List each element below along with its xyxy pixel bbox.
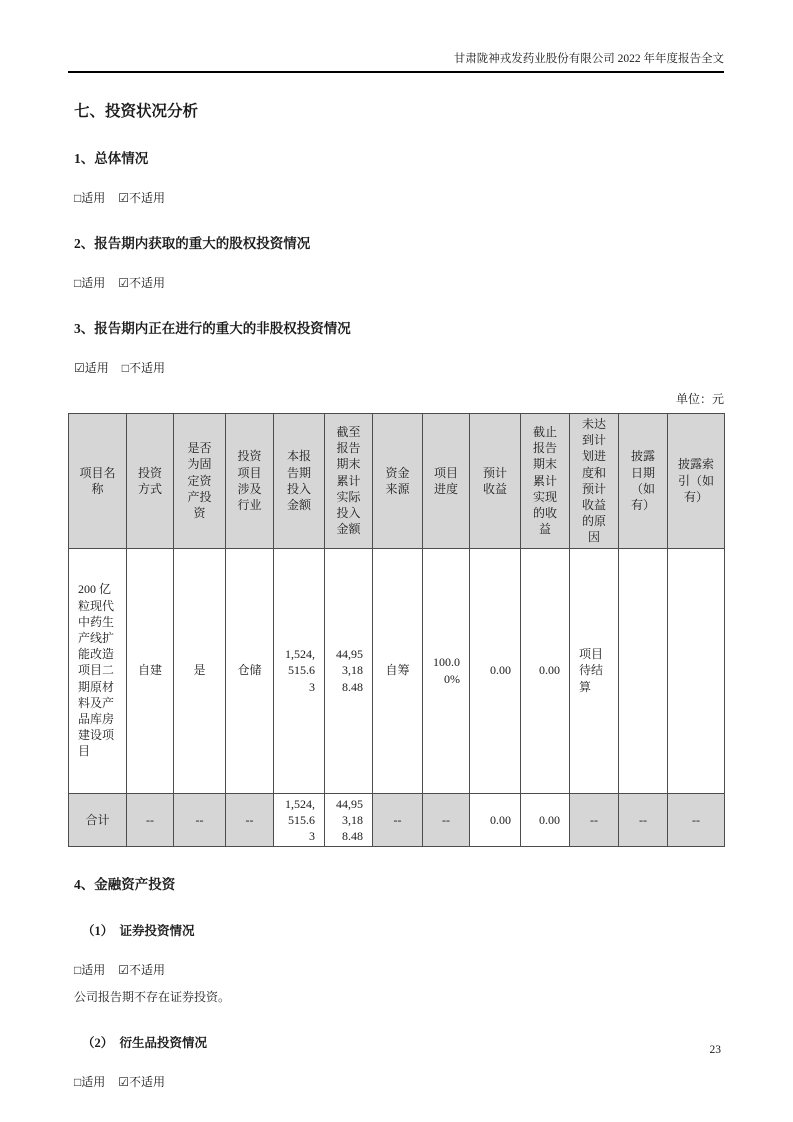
table-header-cell: 项目名称 — [69, 414, 127, 549]
table-header-cell: 投资项目涉及行业 — [226, 414, 274, 549]
subsection-number: （1） — [82, 924, 114, 939]
subsection-title-equity-investment: 2、报告期内获取的重大的股权投资情况 — [74, 236, 311, 251]
subsection-title-securities-investment — [82, 921, 724, 939]
total-cell: -- — [570, 793, 619, 847]
total-cell: -- — [668, 793, 725, 847]
total-cell: -- — [373, 793, 423, 847]
table-header-cell: 是否为固定资产投资 — [174, 414, 226, 549]
cell-realized-return: 0.00 — [521, 548, 570, 793]
applicability-line-s1 — [74, 189, 724, 206]
subsection-number: （2） — [82, 1036, 114, 1051]
table-header-cell: 披露索引（如有） — [668, 414, 725, 549]
page-number: 23 — [709, 1044, 721, 1056]
table-unit-label: 单位：元 — [675, 392, 724, 406]
table-header-row — [69, 414, 725, 549]
total-label-cell: 合计 — [69, 793, 127, 847]
total-cell: -- — [619, 793, 668, 847]
subsection-label: 衍生品投资情况 — [119, 1036, 208, 1051]
cell-fund-source: 自筹 — [373, 548, 423, 793]
checkbox-applicable-checked: ☑适用 — [74, 361, 109, 375]
table-data-row — [69, 548, 725, 793]
total-cumulative-investment: 44,953,188.48 — [325, 793, 373, 847]
cell-expected-return: 0.00 — [470, 548, 521, 793]
checkbox-not-applicable-checked: ☑不适用 — [118, 276, 166, 290]
cell-reason: 项目待结算 — [570, 548, 619, 793]
document-header-title: 甘肃陇神戎发药业股份有限公司 2022 年年度报告全文 — [453, 53, 724, 65]
total-realized-return: 0.00 — [521, 793, 570, 847]
table-header-cell: 披露日期（如有） — [619, 414, 668, 549]
total-cell: -- — [226, 793, 274, 847]
total-cell: -- — [127, 793, 174, 847]
subsection-title-derivatives-investment — [82, 1033, 724, 1051]
checkbox-not-applicable-checked: ☑不适用 — [118, 963, 166, 978]
table-header-cell: 项目进度 — [423, 414, 470, 549]
table-header-cell: 资金来源 — [373, 414, 423, 549]
table-header-cell: 本报告期投入金额 — [274, 414, 325, 549]
document-header — [68, 0, 724, 73]
total-period-investment: 1,524,515.63 — [274, 793, 325, 847]
investment-table — [68, 413, 725, 847]
cell-period-investment: 1,524,515.63 — [274, 548, 325, 793]
total-cell: -- — [423, 793, 470, 847]
cell-project-name: 200 亿粒现代中药生产线扩能改造项目二期原材料及产品库房建设项目 — [69, 548, 127, 793]
cell-investment-method: 自建 — [127, 548, 174, 793]
table-header-cell: 截至报告期末累计实际投入金额 — [325, 414, 373, 549]
securities-note: 公司报告期不存在证券投资。 — [74, 990, 231, 1005]
cell-cumulative-investment: 44,953,188.48 — [325, 548, 373, 793]
cell-fixed-asset: 是 — [174, 548, 226, 793]
cell-disclosure-date — [619, 548, 668, 793]
section-title-investment-analysis: 七、投资状况分析 — [74, 103, 199, 120]
checkbox-applicable-unchecked: □适用 — [74, 191, 106, 205]
applicability-line-s4-2 — [74, 1073, 724, 1090]
checkbox-applicable-unchecked: □适用 — [74, 963, 106, 978]
applicability-line-s4-1 — [74, 961, 724, 978]
table-header-cell: 未达到计划进度和预计收益的原因 — [570, 414, 619, 549]
subsection-title-non-equity-investment: 3、报告期内正在进行的重大的非股权投资情况 — [74, 321, 351, 336]
table-header-cell: 投资方式 — [127, 414, 174, 549]
subsection-label: 证券投资情况 — [119, 924, 195, 939]
total-cell: -- — [174, 793, 226, 847]
table-header-cell: 预计收益 — [470, 414, 521, 549]
applicability-line-s3 — [74, 359, 724, 376]
checkbox-not-applicable-checked: ☑不适用 — [118, 1075, 166, 1090]
applicability-line-s2 — [74, 274, 724, 291]
checkbox-applicable-unchecked: □适用 — [74, 1075, 106, 1090]
total-expected-return: 0.00 — [470, 793, 521, 847]
table-header-cell: 截止报告期末累计实现的收益 — [521, 414, 570, 549]
cell-disclosure-index — [668, 548, 725, 793]
cell-project-progress: 100.00% — [423, 548, 470, 793]
table-total-row — [69, 793, 725, 847]
subsection-title-financial-assets: 4、金融资产投资 — [74, 877, 176, 893]
cell-industry: 仓储 — [226, 548, 274, 793]
checkbox-applicable-unchecked: □适用 — [74, 276, 106, 290]
checkbox-not-applicable-unchecked: □不适用 — [121, 361, 166, 375]
checkbox-not-applicable-checked: ☑不适用 — [118, 191, 166, 205]
subsection-title-overall-situation: 1、总体情况 — [74, 151, 149, 166]
